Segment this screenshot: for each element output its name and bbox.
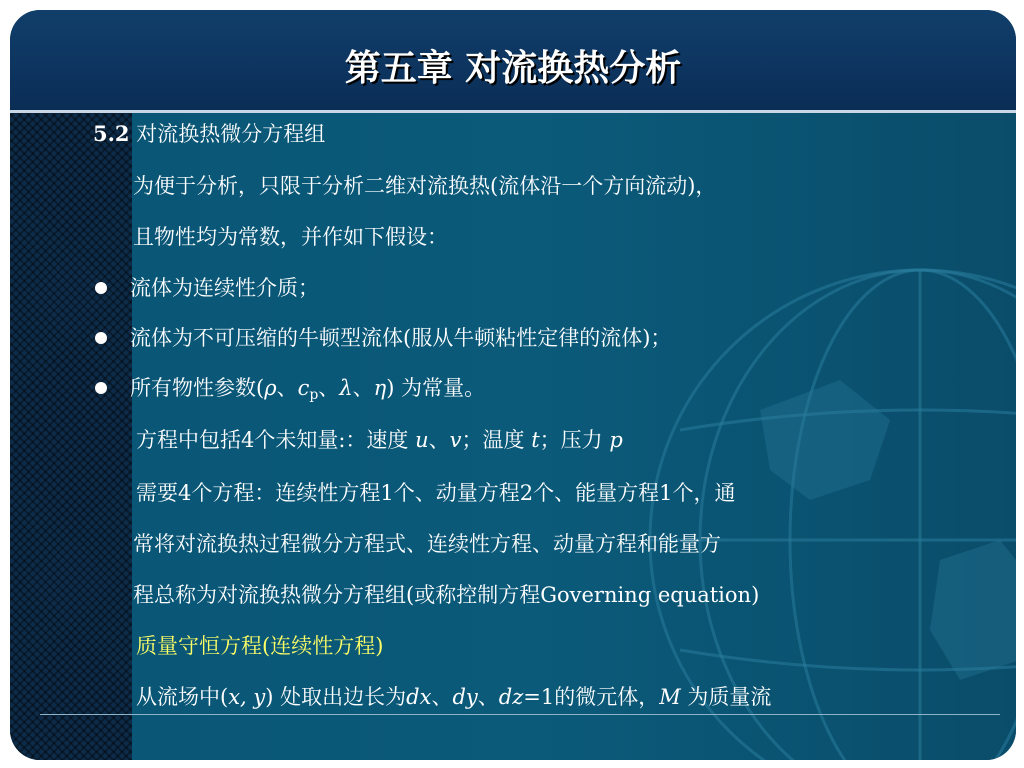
last-line-eq: =1的微元体， [523, 685, 660, 709]
last-line-suffix: 为质量流 [680, 685, 772, 709]
symbol-dy: dy [452, 685, 478, 709]
intro-line-1: 为便于分析，只限于分析二维对流换热(流体沿一个方向流动)， [133, 174, 717, 198]
symbol-xy: x, y [228, 685, 266, 709]
separator: 、 [276, 376, 298, 400]
separator: 、 [431, 685, 453, 709]
unknowns-prefix: 方程中包括4个未知量:：速度 [136, 428, 416, 452]
bullet-3-suffix: ) 为常量。 [386, 376, 486, 400]
mass-conservation-heading: 质量守恒方程(连续性方程) [136, 634, 384, 658]
symbol-rho: ρ [264, 376, 277, 400]
bullet-icon [95, 282, 107, 294]
symbol-M: M [659, 685, 681, 709]
section-title: 对流换热微分方程组 [136, 122, 326, 146]
bullet-3 [130, 374, 485, 409]
bullet-1: 流体为连续性介质； [130, 276, 319, 300]
symbol-t: t [531, 428, 540, 452]
last-line-mid: ) 处取出边长为 [265, 685, 407, 709]
intro-line-2: 且物性均为常数，并作如下假设： [133, 225, 448, 249]
section-heading [93, 120, 325, 148]
symbol-p: p [609, 428, 623, 452]
unknowns-mid: ；温度 [461, 428, 532, 452]
symbol-dz: dz [498, 685, 524, 709]
symbol-dx: dx [406, 685, 432, 709]
bottom-rule [40, 714, 1000, 715]
need-line-3: 程总称为对流换热微分方程组(或称控制方程Governing equation) [133, 583, 760, 607]
unknowns-line [136, 426, 623, 454]
separator: 、 [318, 376, 340, 400]
bullet-icon [95, 332, 107, 344]
symbol-lambda: λ [339, 376, 353, 400]
need-line-2: 常将对流换热过程微分方程式、连续性方程、动量方程和能量方 [133, 532, 721, 556]
separator: 、 [352, 376, 374, 400]
symbol-v: v [449, 428, 462, 452]
symbol-c: c [297, 376, 310, 400]
subscript-p: p [309, 387, 319, 403]
section-number: 5.2 [93, 121, 130, 146]
separator: 、 [428, 428, 450, 452]
slide-title: 第五章 对流换热分析 [344, 47, 682, 89]
unknowns-mid2: ；压力 [539, 428, 610, 452]
bullet-icon [95, 382, 107, 394]
left-pattern-band [10, 113, 132, 760]
last-line [136, 683, 771, 711]
bullet-2: 流体为不可压缩的牛顿型流体(服从牛顿粘性定律的流体)； [130, 326, 672, 350]
symbol-u: u [415, 428, 429, 452]
bullet-3-prefix: 所有物性参数( [130, 376, 265, 400]
need-line-1: 需要4个方程：连续性方程1个、动量方程2个、能量方程1个，通 [136, 481, 736, 505]
last-line-prefix: 从流场中( [136, 685, 229, 709]
separator: 、 [477, 685, 499, 709]
symbol-eta: η [373, 376, 387, 400]
